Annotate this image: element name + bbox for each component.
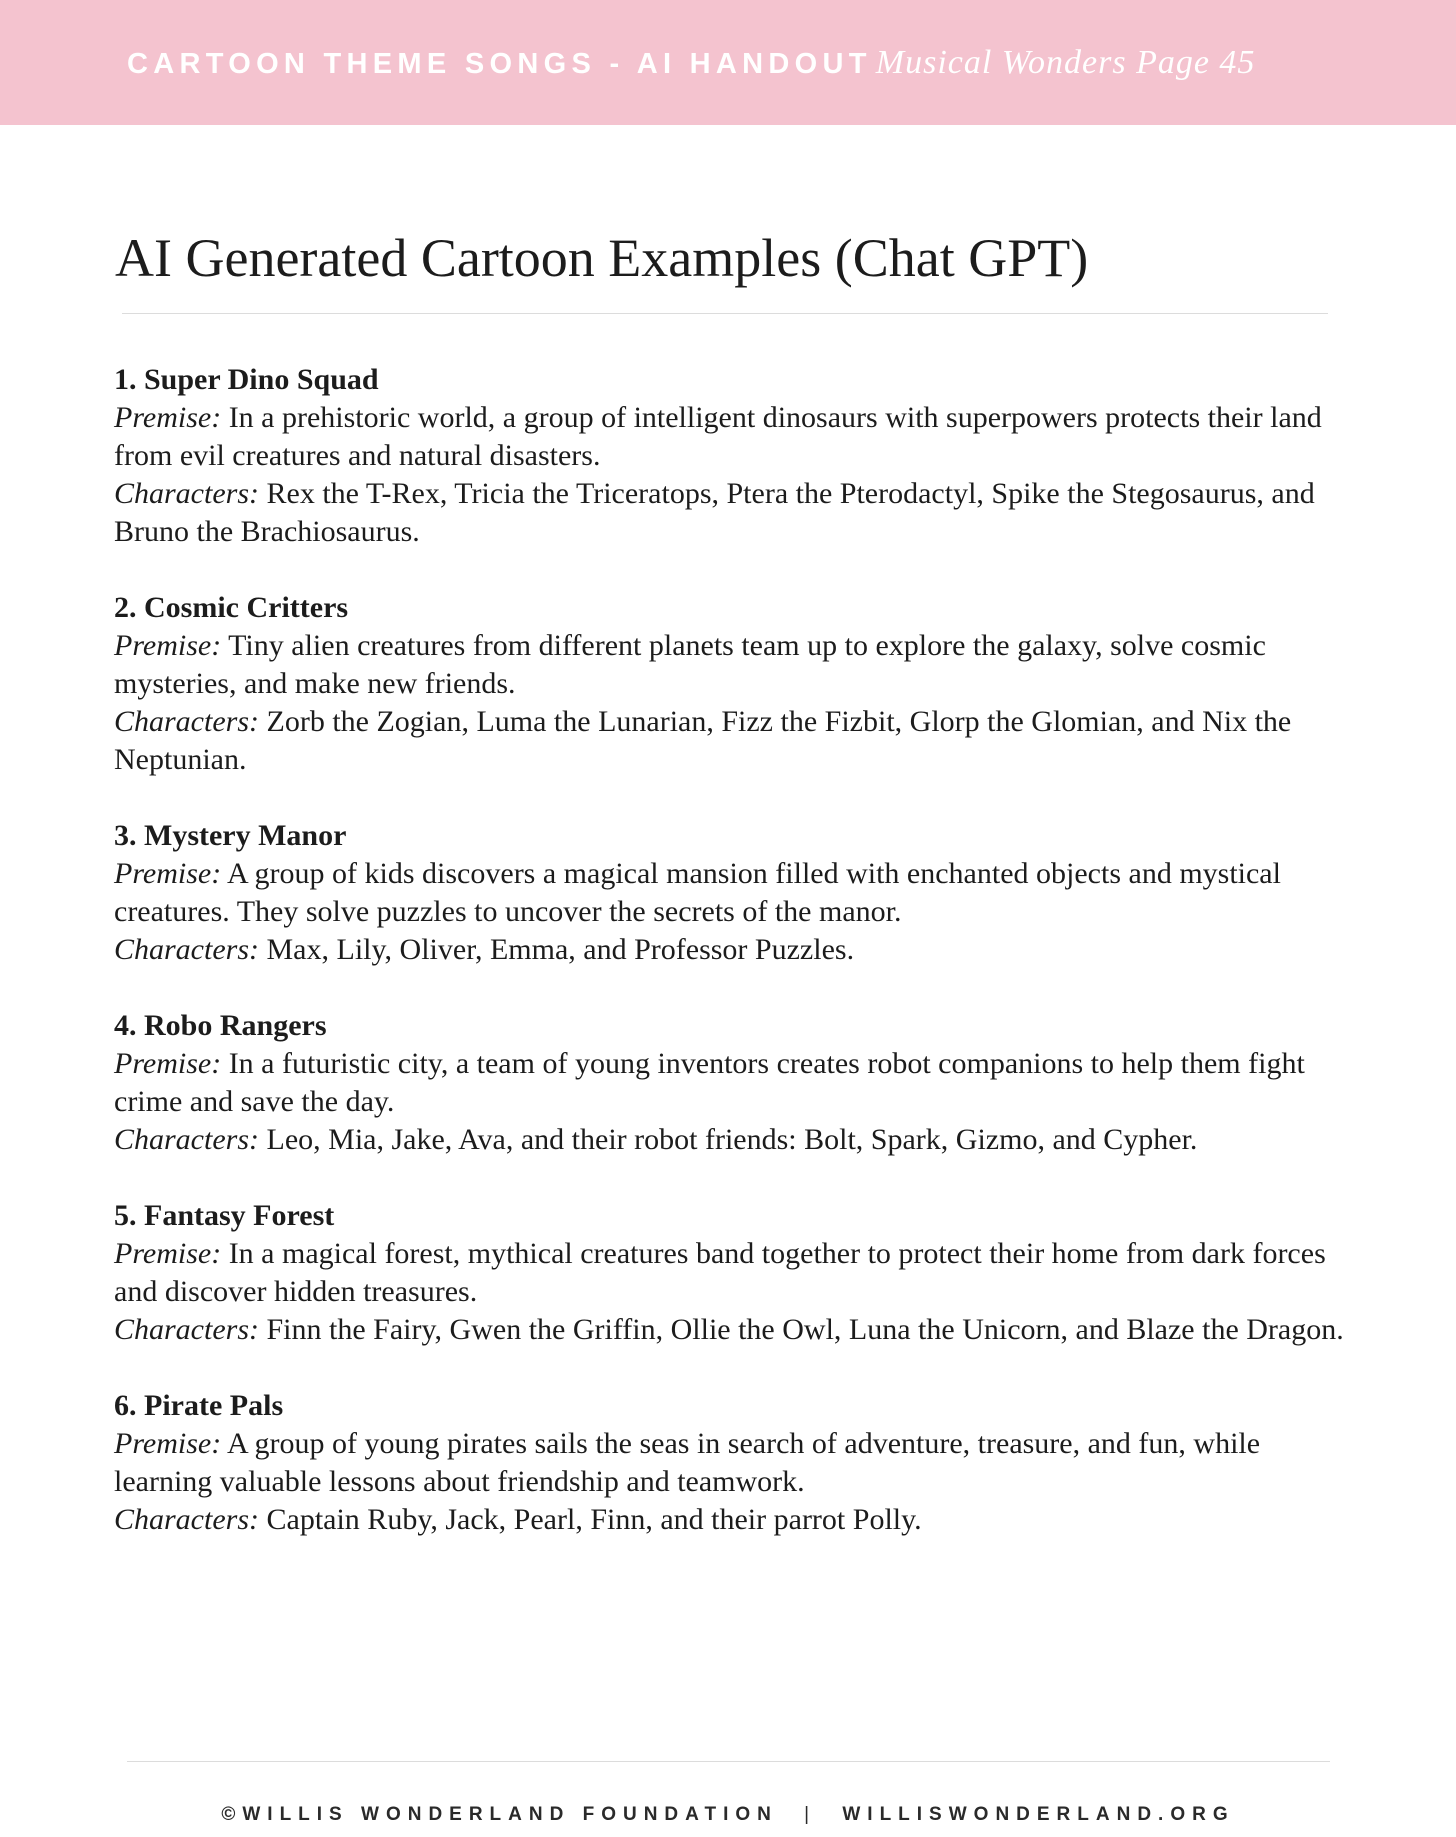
characters-label: Characters: [114,1123,259,1156]
entry-characters [114,475,1344,551]
entry-title: 1. Super Dino Squad [114,363,379,396]
entry-premise [114,1045,1344,1121]
entry-title: 4. Robo Rangers [114,1009,327,1042]
entry-premise [114,1235,1344,1311]
cartoon-entry-robo-rangers [114,1007,1344,1159]
premise-text: In a prehistoric world, a group of intelligent dinosaurs with superpowers protects their land from evil creatures and natural disasters. [114,401,1322,472]
characters-label: Characters: [114,705,259,738]
page-title: AI Generated Cartoon Examples (Chat GPT) [115,228,1089,288]
cartoon-entry-cosmic-critters [114,589,1344,779]
entry-title: 3. Mystery Manor [114,819,347,852]
characters-text: Finn the Fairy, Gwen the Griffin, Ollie the Owl, Luna the Unicorn, and Blaze the Dragon. [266,1313,1344,1346]
characters-label: Characters: [114,477,259,510]
entry-title: 5. Fantasy Forest [114,1199,335,1232]
title-divider [122,313,1328,314]
entry-title: 2. Cosmic Critters [114,591,349,624]
entry-characters [114,931,1344,969]
page-label: Musical Wonders Page 45 [875,44,1256,81]
characters-text: Max, Lily, Oliver, Emma, and Professor Puzzles. [266,933,855,966]
characters-label: Characters: [114,1313,259,1346]
premise-label: Premise: [114,401,222,434]
characters-text: Rex the T-Rex, Tricia the Triceratops, Ptera the Pterodactyl, Spike the Stegosaurus, and Bruno the Brachiosaurus. [114,477,1315,548]
premise-text: A group of kids discovers a magical mansion filled with enchanted objects and mystical creatures. They solve puzzles to uncover the secrets of the manor. [114,857,1281,928]
footer [0,1804,1456,1826]
footer-separator: | [804,1804,817,1825]
characters-label: Characters: [114,1503,259,1536]
characters-text: Captain Ruby, Jack, Pearl, Finn, and their parrot Polly. [266,1503,922,1536]
premise-label: Premise: [114,1427,222,1460]
characters-label: Characters: [114,933,259,966]
header-band [0,0,1456,125]
premise-label: Premise: [114,857,222,890]
characters-text: Zorb the Zogian, Luma the Lunarian, Fizz the Fizbit, Glorp the Glomian, and Nix the Neptunian. [114,705,1292,776]
cartoon-list [114,361,1344,1577]
cartoon-entry-super-dino-squad [114,361,1344,551]
premise-label: Premise: [114,1237,222,1270]
characters-text: Leo, Mia, Jake, Ava, and their robot friends: Bolt, Spark, Gizmo, and Cypher. [266,1123,1198,1156]
footer-foundation: ©WILLIS WONDERLAND FOUNDATION [221,1804,778,1825]
handout-title: CARTOON THEME SONGS - AI HANDOUT [127,48,872,80]
entry-characters [114,1501,1344,1539]
entry-premise [114,627,1344,703]
premise-text: In a futuristic city, a team of young inventors creates robot companions to help them fight crime and save the day. [114,1047,1305,1118]
cartoon-entry-pirate-pals [114,1387,1344,1539]
entry-characters [114,1121,1344,1159]
premise-text: A group of young pirates sails the seas in search of adventure, treasure, and fun, while learning valuable lessons about friendship and teamwork. [114,1427,1261,1498]
footer-website: WILLISWONDERLAND.ORG [842,1804,1235,1825]
entry-title: 6. Pirate Pals [114,1389,284,1422]
entry-premise [114,855,1344,931]
premise-text: Tiny alien creatures from different planets team up to explore the galaxy, solve cosmic mysteries, and make new friends. [114,629,1266,700]
entry-characters [114,1311,1344,1349]
cartoon-entry-fantasy-forest [114,1197,1344,1349]
entry-characters [114,703,1344,779]
premise-label: Premise: [114,629,222,662]
premise-label: Premise: [114,1047,222,1080]
footer-divider [127,1761,1330,1762]
cartoon-entry-mystery-manor [114,817,1344,969]
premise-text: In a magical forest, mythical creatures band together to protect their home from dark forces and discover hidden treasures. [114,1237,1326,1308]
header-line [127,44,1447,82]
entry-premise [114,399,1344,475]
entry-premise [114,1425,1344,1501]
